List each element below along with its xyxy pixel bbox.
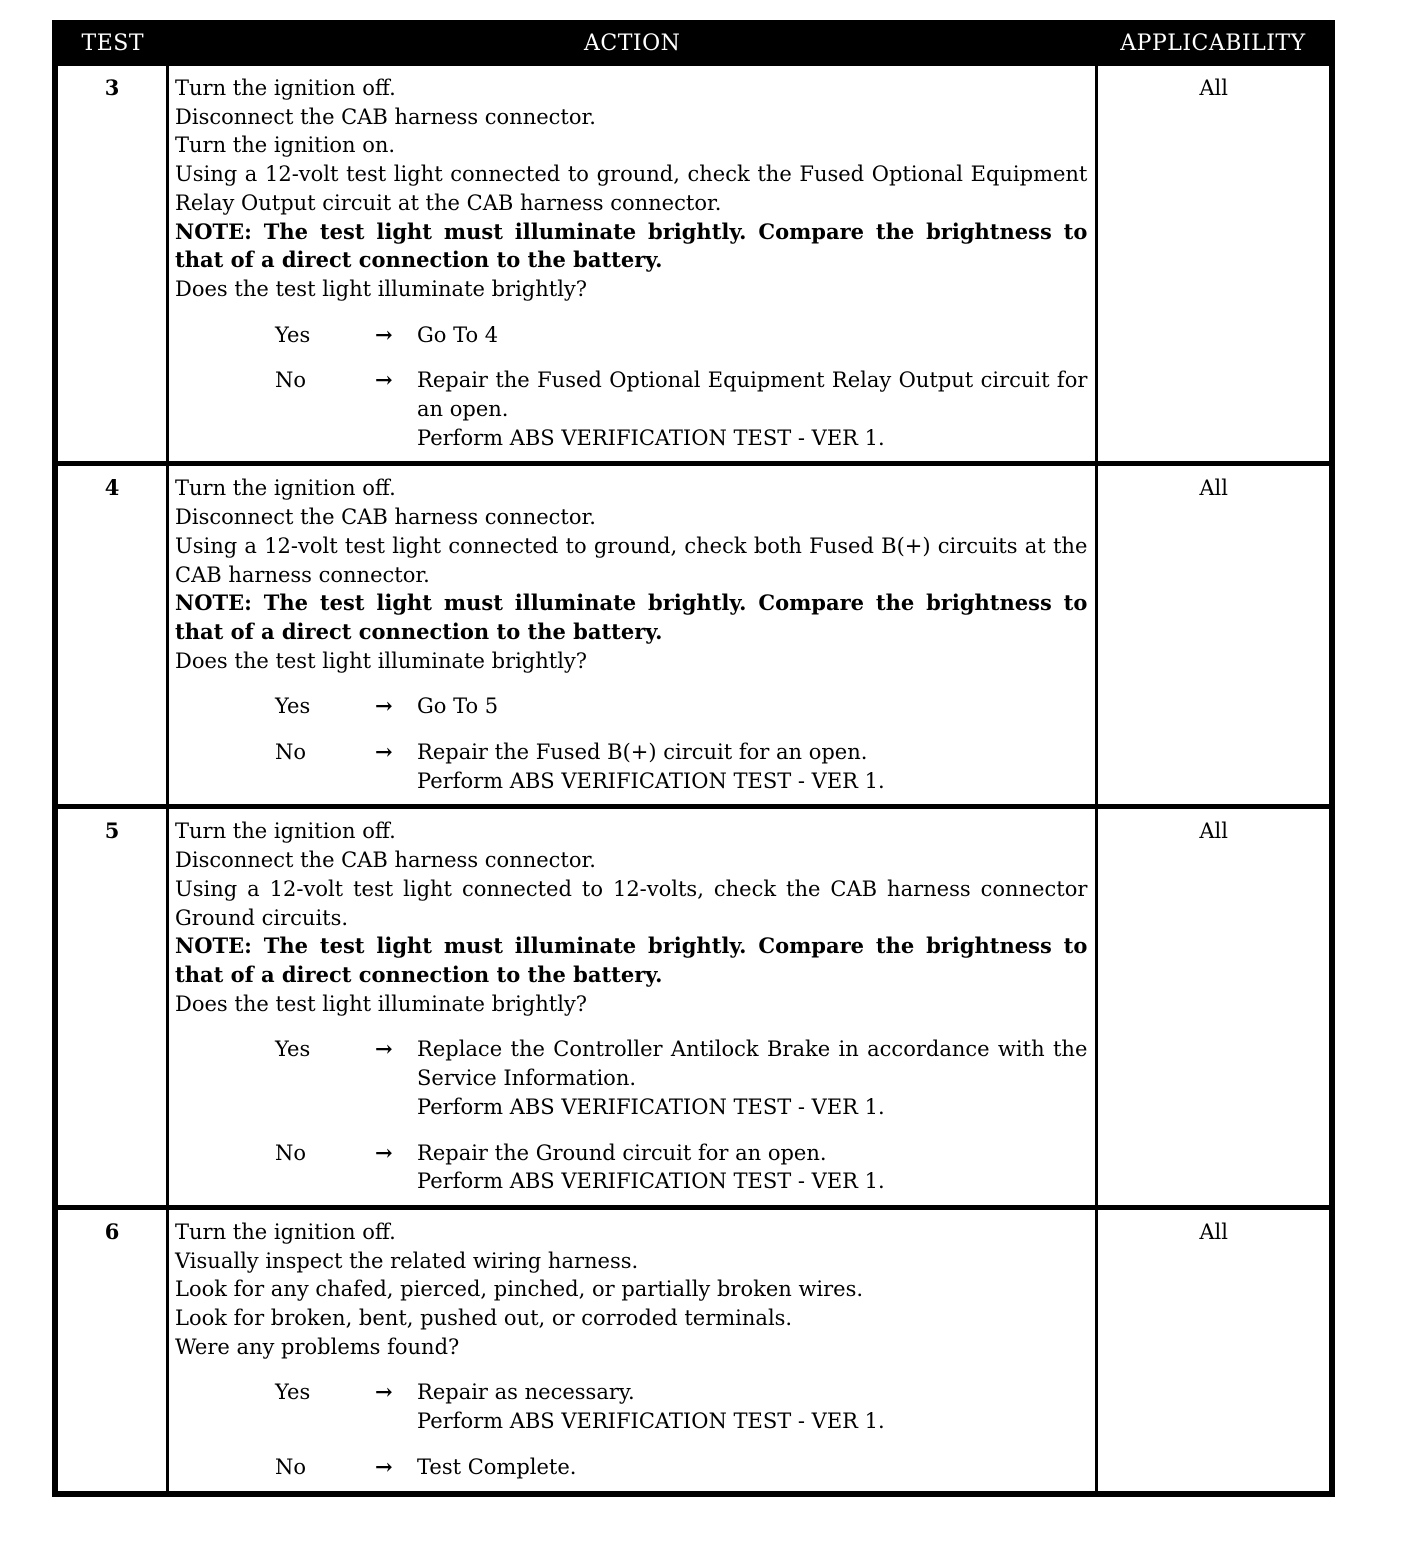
action-step: Using a 12-volt test light connected to ground, check the Fused Optional Equipment Relay Output circuit at the CAB harness connector. — [175, 162, 1088, 215]
outcome-result-line: Repair as necessary. — [417, 1380, 635, 1405]
action-note: NOTE: The test light must illuminate brightly. Compare the brightness to that of a direct connection to the battery. — [175, 933, 1088, 987]
action-note: NOTE: The test light must illuminate brightly. Compare the brightness to that of a direct connection to the battery. — [175, 590, 1088, 644]
outcome-yes — [275, 1378, 1087, 1435]
right-arrow-icon: → — [375, 739, 393, 765]
action-cell — [168, 464, 1097, 807]
outcome-yes — [275, 692, 1087, 721]
outcome-yes-label: Yes — [275, 694, 311, 719]
outcome-result-line: Perform ABS VERIFICATION TEST - VER 1. — [417, 1409, 885, 1434]
outcome-yes-label: Yes — [275, 322, 311, 347]
outcome-yes — [275, 321, 1087, 350]
outcome-yes-result — [417, 692, 1087, 721]
action-step: Turn the ignition off. — [175, 476, 396, 501]
action-step: Using a 12-volt test light connected to ground, check both Fused B(+) circuits at the CAB harness connector. — [175, 533, 1088, 587]
outcome-yes-label: Yes — [275, 1037, 311, 1062]
action-note: NOTE: The test light must illuminate brightly. Compare the brightness to that of a direct connection to the battery. — [175, 218, 1088, 273]
outcome-no — [275, 738, 1087, 795]
outcome-yes-result — [417, 321, 1087, 350]
right-arrow-icon: → — [375, 367, 393, 393]
outcome-result-line: Perform ABS VERIFICATION TEST - VER 1. — [417, 1094, 885, 1119]
action-question: Were any problems found? — [175, 1334, 460, 1359]
outcome-result-line: Go To 4 — [417, 322, 499, 347]
action-step: Look for broken, bent, pushed out, or corroded terminals. — [175, 1306, 793, 1331]
action-step: Turn the ignition off. — [175, 819, 396, 844]
outcome-no-label: No — [275, 740, 307, 765]
outcome-yes-result — [417, 1035, 1087, 1121]
table-row — [55, 464, 1332, 807]
action-step: Turn the ignition off. — [175, 1219, 396, 1244]
action-step: Disconnect the CAB harness connector. — [175, 848, 596, 873]
action-step: Look for any chafed, pierced, pinched, or partially broken wires. — [175, 1277, 864, 1302]
action-question: Does the test light illuminate brightly? — [175, 276, 588, 301]
outcome-result-line: Repair the Ground circuit for an open. — [417, 1140, 827, 1165]
header-action: ACTION — [168, 23, 1097, 64]
right-arrow-icon: → — [375, 321, 393, 347]
outcome-no — [275, 1453, 1087, 1482]
outcome-no-label: No — [275, 1454, 307, 1479]
right-arrow-icon: → — [375, 1453, 393, 1479]
outcome-no-label: No — [275, 1140, 307, 1165]
test-number: 5 — [55, 807, 168, 1207]
outcome-result-line: Perform ABS VERIFICATION TEST - VER 1. — [417, 425, 885, 450]
right-arrow-icon: → — [375, 693, 393, 719]
outcome-result-line: Perform ABS VERIFICATION TEST - VER 1. — [417, 1169, 885, 1194]
action-step: Disconnect the CAB harness connector. — [175, 505, 596, 530]
outcome-no-result — [417, 738, 1087, 795]
diagnostic-test-table — [52, 20, 1335, 1497]
right-arrow-icon: → — [375, 1139, 393, 1165]
outcome-no-result — [417, 366, 1087, 452]
action-cell — [168, 1207, 1097, 1493]
applicability-value: All — [1097, 64, 1332, 464]
applicability-value: All — [1097, 464, 1332, 807]
outcome-no-result — [417, 1453, 1087, 1482]
action-cell — [168, 64, 1097, 464]
header-applicability: APPLICABILITY — [1097, 23, 1332, 64]
outcome-yes-result — [417, 1378, 1087, 1435]
action-cell — [168, 807, 1097, 1207]
outcome-result-line: Test Complete. — [417, 1454, 577, 1479]
applicability-value: All — [1097, 1207, 1332, 1493]
outcome-yes-label: Yes — [275, 1380, 311, 1405]
header-test: TEST — [55, 23, 168, 64]
outcome-yes — [275, 1035, 1087, 1121]
outcome-result-line: Go To 5 — [417, 694, 499, 719]
action-step: Disconnect the CAB harness connector. — [175, 104, 596, 129]
right-arrow-icon: → — [375, 1036, 393, 1062]
table-row — [55, 64, 1332, 464]
table-header-row — [55, 23, 1332, 64]
action-question: Does the test light illuminate brightly? — [175, 648, 588, 673]
test-number: 3 — [55, 64, 168, 464]
table-row — [55, 1207, 1332, 1493]
test-number: 6 — [55, 1207, 168, 1493]
action-step: Turn the ignition on. — [175, 133, 396, 158]
test-number: 4 — [55, 464, 168, 807]
outcome-result-line: Repair the Fused Optional Equipment Relay Output circuit for an open. — [417, 368, 1088, 422]
outcome-no — [275, 1139, 1087, 1196]
action-question: Does the test light illuminate brightly? — [175, 991, 588, 1016]
outcome-no — [275, 366, 1087, 452]
action-step: Using a 12-volt test light connected to 12-volts, check the CAB harness connector Ground circuits. — [175, 876, 1088, 930]
applicability-value: All — [1097, 807, 1332, 1207]
outcome-no-label: No — [275, 368, 307, 393]
right-arrow-icon: → — [375, 1379, 393, 1405]
outcome-result-line: Repair the Fused B(+) circuit for an open. — [417, 740, 868, 765]
outcome-result-line: Replace the Controller Antilock Brake in accordance with the Service Information. — [417, 1037, 1088, 1091]
table-row — [55, 807, 1332, 1207]
action-step: Visually inspect the related wiring harness. — [175, 1248, 639, 1273]
outcome-no-result — [417, 1139, 1087, 1196]
action-step: Turn the ignition off. — [175, 76, 396, 100]
outcome-result-line: Perform ABS VERIFICATION TEST - VER 1. — [417, 768, 885, 793]
